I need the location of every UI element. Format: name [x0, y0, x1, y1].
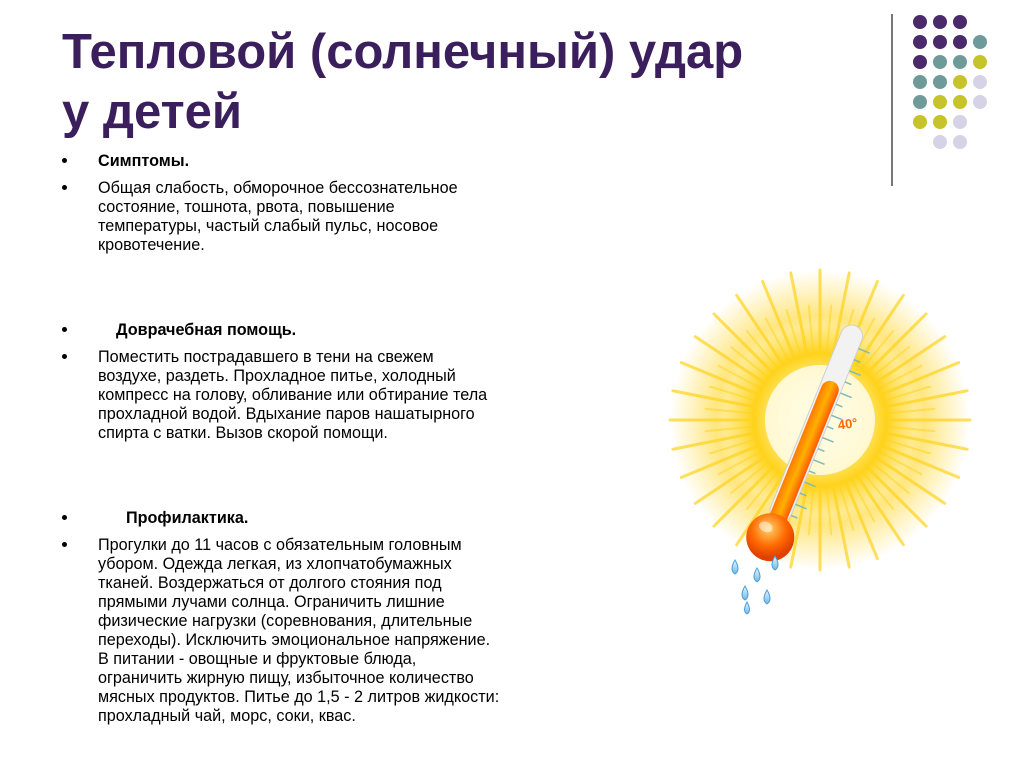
decorative-dot-grid: [905, 10, 1005, 170]
decorative-dot: [913, 55, 927, 69]
decorative-dot: [913, 75, 927, 89]
bullet-icon: [62, 354, 67, 359]
decorative-dot: [953, 75, 967, 89]
decorative-dot: [953, 95, 967, 109]
symptoms-heading: Симптомы.: [62, 152, 622, 171]
bullet-icon: [62, 515, 67, 520]
decorative-dot: [913, 95, 927, 109]
decorative-dot: [933, 95, 947, 109]
water-drops-icon: [732, 556, 778, 614]
decorative-dot: [953, 35, 967, 49]
bullet-icon: [62, 185, 67, 190]
first-aid-heading: Доврачебная помощь.: [62, 321, 622, 340]
temperature-label: 40°: [836, 415, 859, 433]
decorative-dot: [933, 75, 947, 89]
slide-title-line-2: у детей: [62, 85, 242, 139]
slide-title: [62, 22, 862, 142]
decorative-dot: [973, 95, 987, 109]
decorative-dot: [973, 35, 987, 49]
sun-thermometer-illustration: [655, 250, 985, 630]
decorative-divider: [891, 14, 893, 186]
decorative-dot: [913, 115, 927, 129]
decorative-dot: [953, 135, 967, 149]
first-aid-text: Поместить пострадавшего в тени на свежем воздухе, раздеть. Прохладное питье, холодный компресс на голову, обливание или обтирание тела прохладной водой. Вдыхание паров нашатырного спирта с ватки. Вызов скорой помощи.: [62, 348, 622, 443]
decorative-dot: [913, 15, 927, 29]
bullet-icon: [62, 542, 67, 547]
slide-title-line-1: Тепловой (солнечный) удар: [62, 25, 744, 79]
decorative-dot: [953, 55, 967, 69]
decorative-dot: [933, 135, 947, 149]
decorative-dot: [933, 35, 947, 49]
bullet-icon: [62, 158, 67, 163]
decorative-dot: [933, 15, 947, 29]
decorative-dot: [953, 15, 967, 29]
decorative-dot: [933, 115, 947, 129]
slide-content: [62, 152, 622, 726]
decorative-dot: [913, 35, 927, 49]
bullet-icon: [62, 327, 67, 332]
decorative-dot: [953, 115, 967, 129]
decorative-dot: [973, 55, 987, 69]
decorative-dot: [973, 75, 987, 89]
decorative-dot: [933, 55, 947, 69]
symptoms-text: Общая слабость, обморочное бессознательное состояние, тошнота, рвота, повышение температуры, частый слабый пульс, носовое кровотечение.: [62, 179, 622, 255]
prevention-heading: Профилактика.: [62, 509, 622, 528]
prevention-text: Прогулки до 11 часов с обязательным головным убором. Одежда легкая, из хлопчатобумажных тканей. Воздержаться от долгого стояния под прямыми лучами солнца. Ограничить лишние физические нагрузки (соревнования, длительные переходы). Исключить эмоциональное напряжение. В питании - овощные и фруктовые блюда, ограничить жирную пищу, избыточное количество мясных продуктов. Питье до 1,5 - 2 литров жидкости: прохладный чай, морс, соки, квас.: [62, 536, 622, 726]
